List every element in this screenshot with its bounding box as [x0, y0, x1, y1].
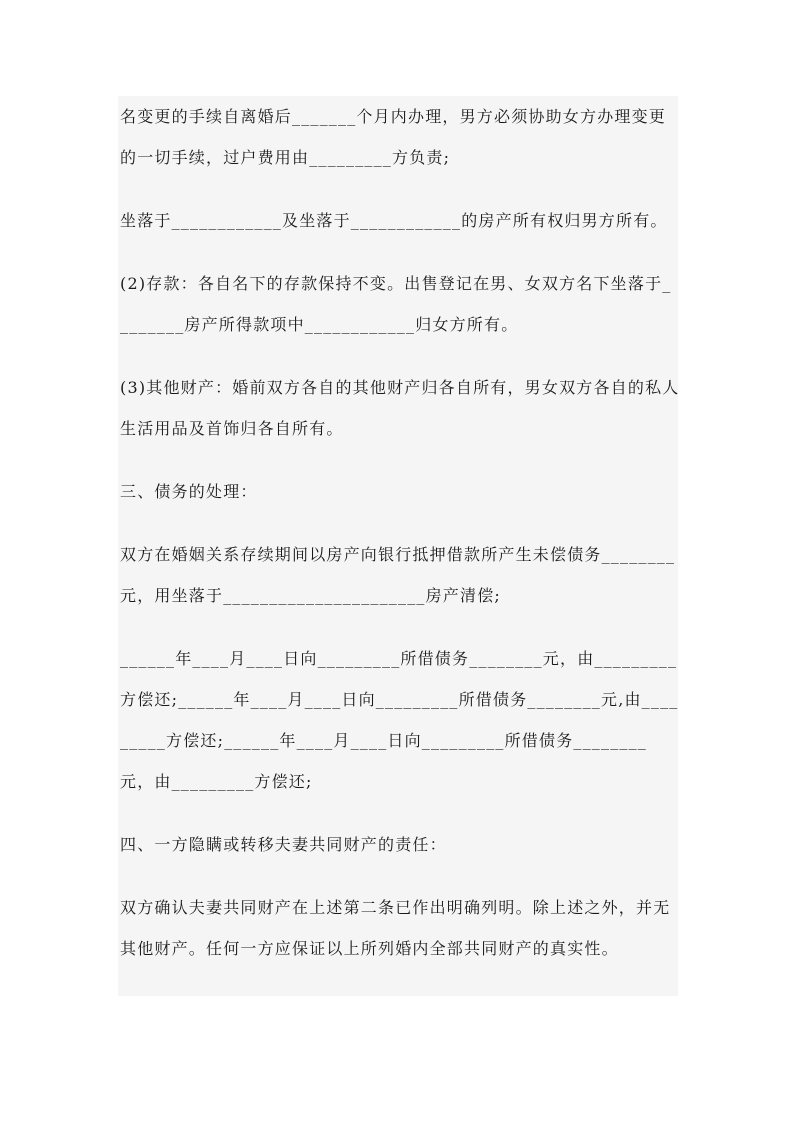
heading-debt: 三、债务的处理： — [120, 482, 258, 501]
paragraph-savings: (2)存款：各自名下的存款保持不变。出售登记在男、女双方名下坐落于________房产所得款项中____________归女方所有。 — [120, 274, 672, 334]
paragraph-house-ownership: 坐落于____________及坐落于____________的房产所有权归男方所有。 — [120, 211, 668, 230]
paragraph-name-change: 名变更的手续自离婚后_______个月内办理，男方必须协助女方办理变更的一切手续，过户费用由_________方负责; — [120, 107, 667, 167]
document-body — [120, 96, 680, 991]
paragraph-concealment: 双方确认夫妻共同财产在上述第二条已作出明确列明。除上述之外，并无其他财产。任何一方应保证以上所列婚内全部共同财产的真实性。 — [120, 898, 671, 958]
paragraph-other-property: (3)其他财产：婚前双方各自的其他财产归各自所有，男女双方各自的私人生活用品及首饰归各自所有。 — [120, 378, 680, 438]
paragraph-debt-schedule: ______年____月____日向_________所借债务________元，由_________方偿还;______年____月____日向_________所借债务________元,由_________方偿还;______年____月____日向_________所借债务________元，由_________方偿还; — [120, 649, 679, 791]
paragraph-debt-mortgage: 双方在婚姻关系存续期间以房产向银行抵押借款所产生未偿债务________元，用坐落于______________________房产清偿; — [120, 545, 676, 605]
heading-concealment: 四、一方隐瞒或转移夫妻共同财产的责任： — [120, 835, 447, 854]
